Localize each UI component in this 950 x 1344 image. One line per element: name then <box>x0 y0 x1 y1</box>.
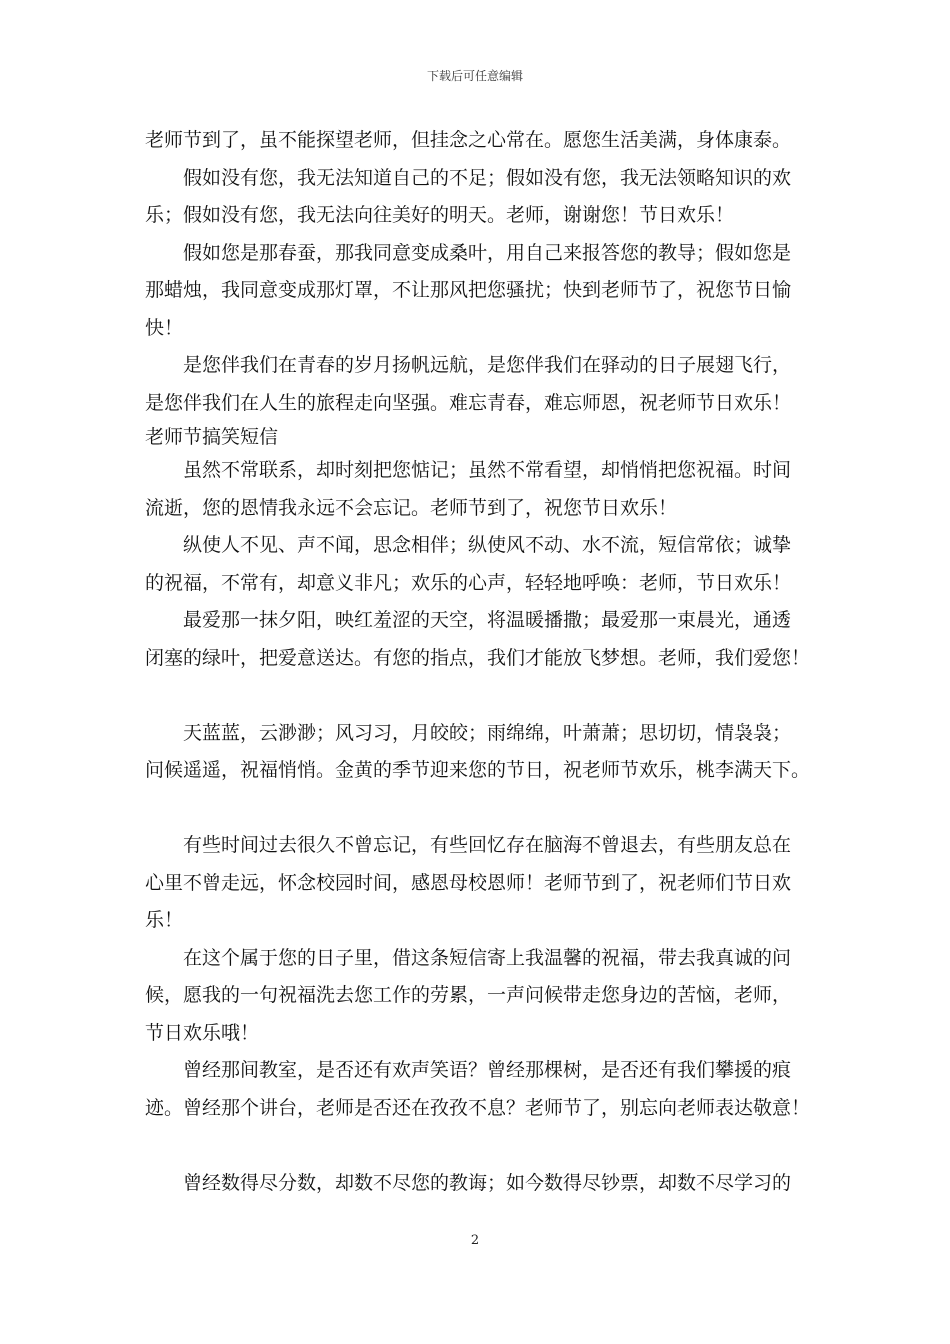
blank-line <box>145 677 817 715</box>
text-line: 流逝，您的恩情我永远不会忘记。老师节到了，祝您节日欢乐！ <box>145 496 678 519</box>
text-line: 老师节搞笑短信 <box>145 426 279 448</box>
paragraph <box>145 452 817 527</box>
text-line: 是您伴我们在人生的旅程走向坚强。难忘青春，难忘师恩，祝老师节日欢乐！ <box>145 391 792 414</box>
paragraph <box>145 122 817 160</box>
section-heading <box>145 422 817 452</box>
paragraph <box>145 160 817 235</box>
text-line: 迹。曾经那个讲台，老师是否还在孜孜不息？老师节了，别忘向老师表达敬意！ <box>145 1096 811 1119</box>
text-line: 最爱那一抹夕阳，映红羞涩的天空，将温暖播撒；最爱那一束晨光，通透 <box>183 609 792 631</box>
text-line: 候，愿我的一句祝福洗去您工作的劳累，一声问候带走您身边的苦恼，老师， <box>145 984 792 1006</box>
text-line: 快！ <box>145 316 184 339</box>
text-line: 问候遥遥，祝福悄悄。金黄的季节迎来您的节日，祝老师节欢乐，桃李满天下。 <box>145 759 811 781</box>
paragraph <box>145 1052 817 1127</box>
blank-line <box>145 1127 817 1165</box>
text-line: 假如您是那春蚕，那我同意变成桑叶，用自己来报答您的教导；假如您是 <box>183 241 792 264</box>
text-line: 节日欢乐哦！ <box>145 1021 260 1044</box>
text-line: 老师节到了，虽不能探望老师，但挂念之心常在。愿您生活美满，身体康泰。 <box>145 129 792 151</box>
document-body <box>145 122 817 1202</box>
paragraph <box>145 827 817 940</box>
paragraph <box>145 602 817 677</box>
text-line: 纵使人不见、声不闻，思念相伴；纵使风不动、水不流，短信常依；诚挚 <box>183 534 792 556</box>
paragraph <box>145 940 817 1053</box>
page-header: 下载后可任意编辑 <box>426 69 523 83</box>
text-line: 的祝福，不常有，却意义非凡；欢乐的心声，轻轻地呼唤：老师，节日欢乐！ <box>145 571 792 594</box>
text-line: 天蓝蓝，云渺渺；风习习，月皎皎；雨绵绵，叶萧萧；思切切，情袅袅； <box>183 721 792 744</box>
text-line: 曾经那间教室，是否还有欢声笑语？曾经那棵树，是否还有我们攀援的痕 <box>183 1059 792 1081</box>
paragraph <box>145 527 817 602</box>
page-number: 2 <box>470 1233 480 1248</box>
text-line: 那蜡烛，我同意变成那灯罩，不让那风把您骚扰；快到老师节了，祝您节日愉 <box>145 279 792 301</box>
text-line: 在这个属于您的日子里，借这条短信寄上我温馨的祝福，带去我真诚的问 <box>183 946 792 969</box>
text-line: 闭塞的绿叶，把爱意送达。有您的指点，我们才能放飞梦想。老师，我们爱您！ <box>145 646 811 669</box>
text-line: 乐；假如没有您，我无法向往美好的明天。老师，谢谢您！节日欢乐！ <box>145 204 735 226</box>
text-line: 是您伴我们在青春的岁月扬帆远航，是您伴我们在驿动的日子展翅飞行， <box>183 354 792 376</box>
paragraph <box>145 235 817 348</box>
text-line: 有些时间过去很久不曾忘记，有些回忆存在脑海不曾退去，有些朋友总在 <box>183 834 792 856</box>
paragraph <box>145 715 817 790</box>
paragraph <box>145 1165 817 1203</box>
text-line: 心里不曾走远，怀念校园时间，感恩母校恩师！老师节到了，祝老师们节日欢 <box>145 871 792 894</box>
text-line: 假如没有您，我无法知道自己的不足；假如没有您，我无法领略知识的欢 <box>183 166 792 189</box>
text-line: 虽然不常联系，却时刻把您惦记；虽然不常看望，却悄悄把您祝福。时间 <box>183 459 792 481</box>
blank-line <box>145 790 817 828</box>
paragraph <box>145 347 817 422</box>
text-line: 乐！ <box>145 909 184 931</box>
text-line: 曾经数得尽分数，却数不尽您的教诲；如今数得尽钞票，却数不尽学习的 <box>183 1171 792 1194</box>
